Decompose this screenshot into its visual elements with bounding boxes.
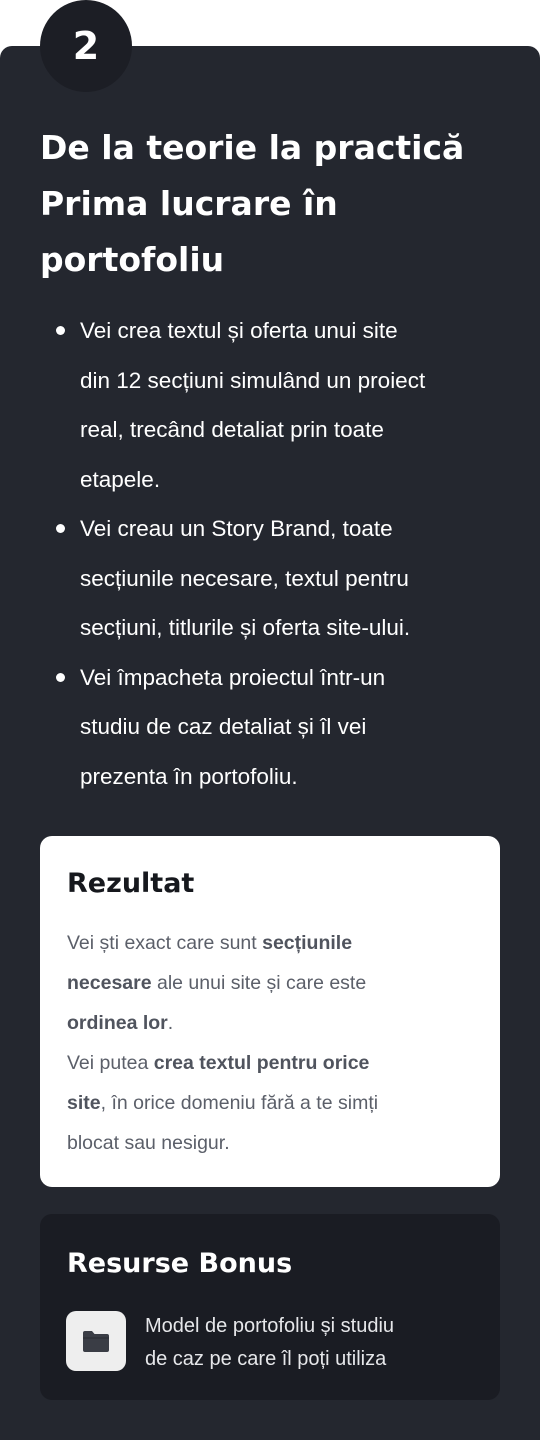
step-number: 2: [72, 24, 100, 68]
module-title-line-3: portofoliu: [40, 240, 225, 279]
module-title-line-2: Prima lucrare în: [40, 184, 338, 223]
bullet-item: Vei împacheta proiectul într-un studiu de caz detaliat și îl vei prezenta în portofoliu.: [40, 653, 510, 802]
bonus-title: Resurse Bonus: [67, 1248, 293, 1279]
bonus-resources-box: [40, 1214, 500, 1400]
bonus-description: Model de portofoliu și studiu de caz pe care îl poți utiliza: [145, 1315, 395, 1370]
module-title: [40, 120, 510, 288]
bullet-item: Vei crea textul și oferta unui site din 12 secțiuni simulând un proiect real, trecând detaliat prin toate etapele.: [40, 306, 510, 504]
module-bullet-list: [40, 306, 510, 801]
bullet-dot-icon: [56, 326, 65, 335]
step-number-badge: [40, 0, 132, 92]
bullet-item: Vei creau un Story Brand, toate secțiunile necesare, textul pentru secțiuni, titlurile și oferta site-ului.: [40, 504, 510, 653]
bullet-dot-icon: [56, 524, 65, 533]
result-box: [40, 836, 500, 1187]
result-text: Vei ști exact care sunt secțiunile necesare ale unui site și care este ordinea lor. Vei putea crea textul pentru orice site, în orice domeniu fără a te simți blocat sau nesigur.: [67, 932, 379, 1154]
folder-icon: [66, 1311, 126, 1371]
bullet-dot-icon: [56, 673, 65, 682]
result-title: Rezultat: [67, 868, 195, 899]
module-title-line-1: De la teorie la practică: [40, 128, 465, 167]
module-card: [0, 46, 540, 1440]
